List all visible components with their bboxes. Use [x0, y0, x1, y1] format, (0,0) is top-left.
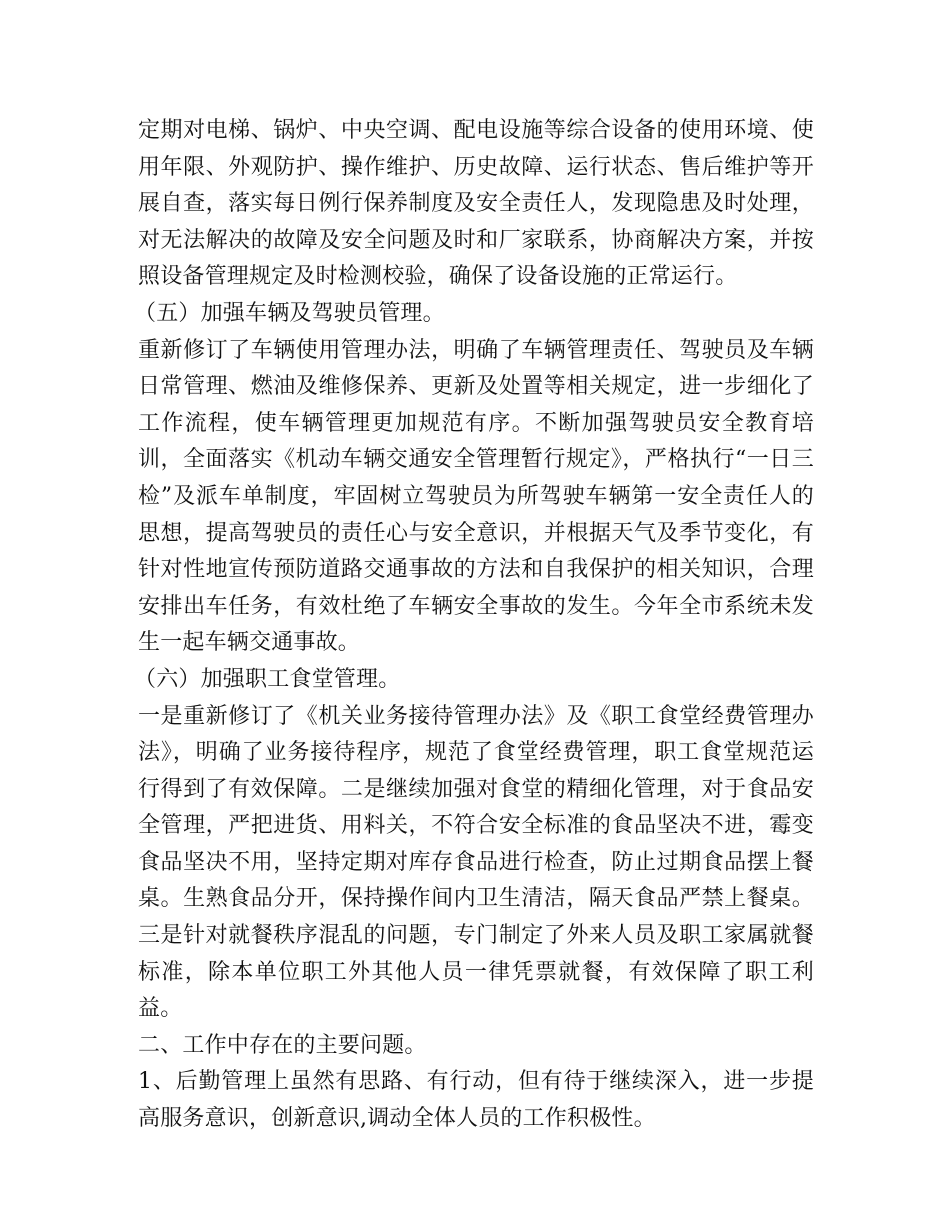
paragraph-equipment-inspection: 定期对电梯、锅炉、中央空调、配电设施等综合设备的使用环境、使用年限、外观防护、操作维护、历史故障、运行状态、售后维护等开展自查，落实每日例行保养制度及安全责任人，发现隐患及时处理，对无法解决的故障及安全问题及时和厂家联系，协商解决方案，并按照设备管理规定及时检测校验，确保了设备设施的正常运行。 [138, 118, 814, 290]
paragraph-problem-one: 1、后勤管理上虽然有思路、有行动，但有待于继续深入，进一步提高服务意识，创新意识,调动全体人员的工作积极性。 [138, 1069, 814, 1132]
document-page [134, 113, 814, 1138]
heading-main-problems: 二、工作中存在的主要问题。 [138, 1032, 427, 1058]
heading-canteen-management: （六）加强职工食堂管理。 [134, 666, 401, 692]
paragraph-vehicle-management: 重新修订了车辆使用管理办法，明确了车辆管理责任、驾驶员及车辆日常管理、燃油及维修保养、更新及处置等相关规定，进一步细化了工作流程，使车辆管理更加规范有序。不断加强驾驶员安全教育培训，全面落实《机动车辆交通安全管理暂行规定》，严格执行“一日三检”及派车单制度，牢固树立驾驶员为所驾驶车辆第一安全责任人的思想，提高驾驶员的责任心与安全意识，并根据天气及季节变化，有针对性地宣传预防道路交通事故的方法和自我保护的相关知识，合理安排出车任务，有效杜绝了车辆安全事故的发生。今年全市系统未发生一起车辆交通事故。 [138, 337, 814, 656]
heading-vehicle-management: （五）加强车辆及驾驶员管理。 [134, 300, 445, 326]
paragraph-canteen-management: 一是重新修订了《机关业务接待管理办法》及《职工食堂经费管理办法》，明确了业务接待程序，规范了食堂经费管理，职工食堂规范运行得到了有效保障。二是继续加强对食堂的精细化管理，对于食品安全管理，严把进货、用料关，不符合安全标准的食品坚决不进，霉变食品坚决不用，坚持定期对库存食品进行检查，防止过期食品摆上餐桌。生熟食品分开，保持操作间内卫生清洁，隔天食品严禁上餐桌。三是针对就餐秩序混乱的问题，专门制定了外来人员及职工家属就餐标准，除本单位职工外其他人员一律凭票就餐，有效保障了职工利益。 [138, 703, 814, 1022]
